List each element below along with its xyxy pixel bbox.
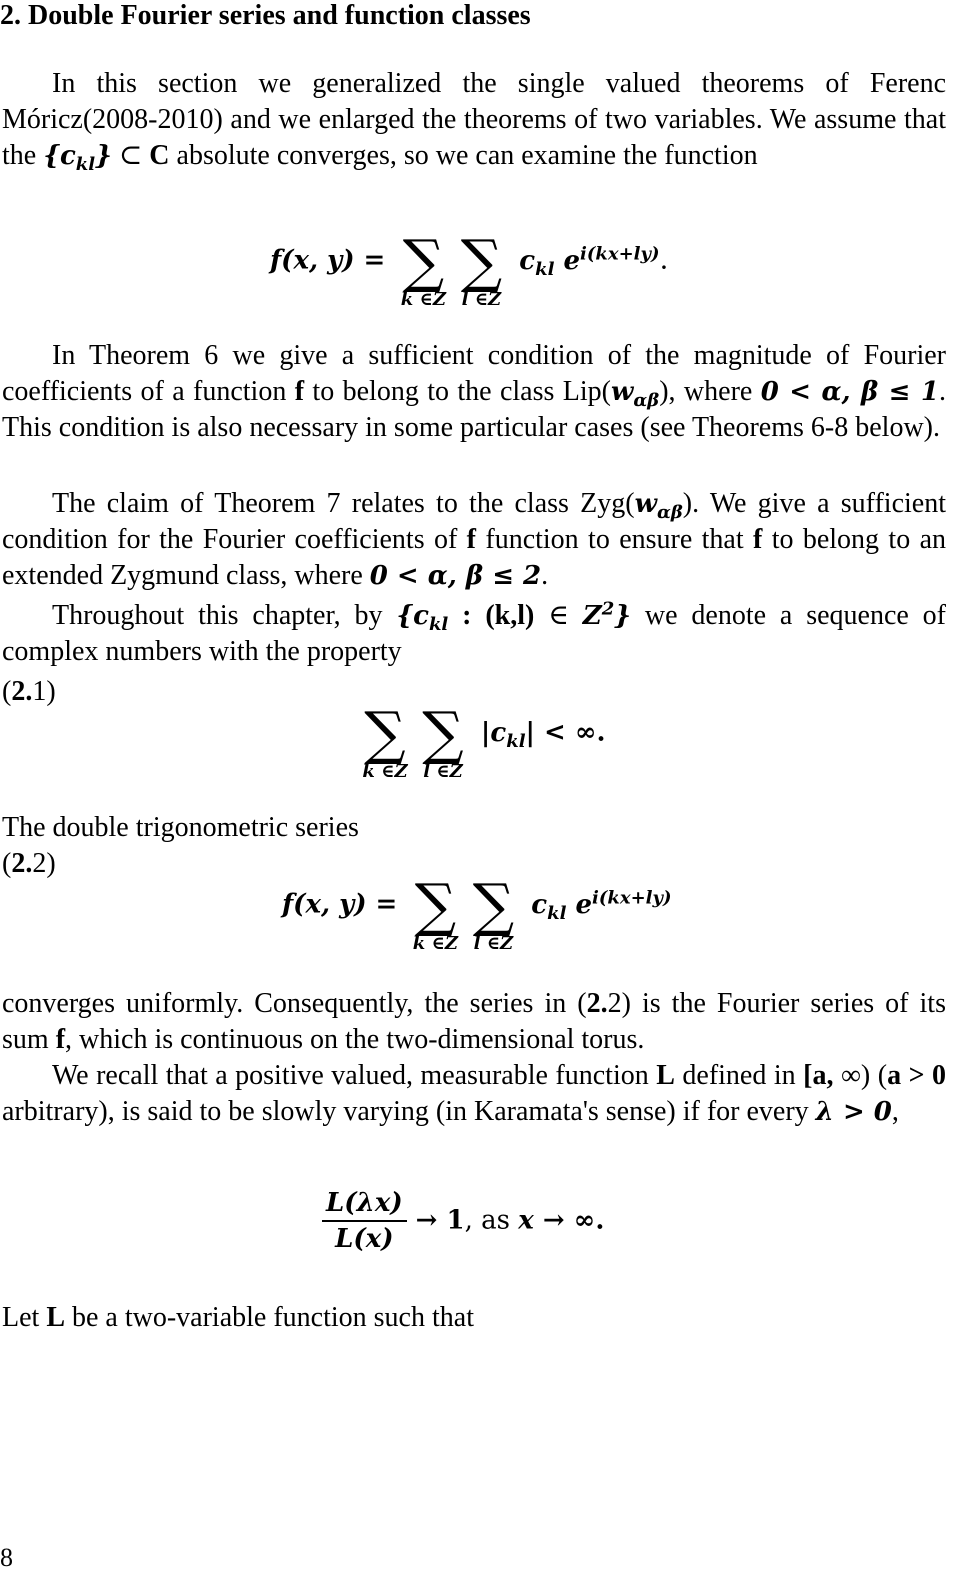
two-variable-text: Let L be a two-variable function such that [2,1302,474,1333]
page-number: 8 [0,1543,13,1572]
sequence-paragraph: Throughout this chapter, by {$c_{kl}$ : (k,l) ∈ $Z^2$} we denote a sequence of complex numbers with the property [2,598,946,667]
convergence-paragraph: converges uniformly. Consequently, the series in (2.2) is the Fourier series of its sum f, which is continuous on the two-dimensional torus. [2,988,946,1055]
equation-lhs: f(x, y) = [282,889,407,920]
a-condition: a > 0 [887,1060,947,1091]
less-than-infinity: < ∞. [535,717,606,748]
function-f: f [55,1024,66,1055]
slowly-varying-paragraph: We recall that a positive valued, measurable function L defined in [a, ∞) (a > 0 arbitrary), is said to be slowly varying (in Karamata's sense) if for every λ > 0, [2,1060,947,1127]
function-L: L [46,1302,65,1333]
complex-set-symbol: C [149,140,170,171]
weight-w: $w_{\alpha\beta}$ [634,489,683,524]
subset-symbol: ⊂ [111,140,150,171]
function-L: L [656,1060,675,1091]
weight-w: $w_{\alpha\beta}$ [611,377,660,412]
function-f: f [466,524,476,555]
sequence-set: {$c_{kl}$ [396,601,449,636]
function-f: f [294,376,305,407]
sum-k: ∑ k ∈Z [362,699,408,782]
trig-series-text: The double trigonometric series [2,812,359,843]
theorem6-paragraph: In Theorem 6 we give a sufficient condition of the magnitude of Fourier coefficients of a function f to belong to the class $Lip(w_{\alpha\beta})$, where 0 < α, β ≤ 1. This condition is also necessary in some particular cases (see Theorems 6-8 below). [2,340,947,443]
equation-label-2-1: (2.1) [2,676,56,707]
exponential: $e^{i(kx+ly)}$ [566,886,672,920]
z-squared: $Z^2$ [582,598,615,631]
equation-label-2-2: (2.2) [2,848,56,879]
intro-paragraph [2,66,946,174]
equation-trig-series [282,871,672,954]
coeff-set: $\{c_{kl}\}$ [43,141,112,176]
sum-l: ∑ l ∈Z [422,699,464,782]
coefficient: $c_{kl}$ [519,245,555,280]
interval: [a, [803,1060,841,1091]
theorem7-paragraph: The claim of Theorem 7 relates to the class $Zyg(w_{\alpha\beta})$. We give a sufficient condition for the Fourier coefficients of f function to ensure that f to belong to an extended Zygmund class, where 0 < α, β ≤ 2. [2,488,946,591]
equation-lhs: f(x, y) = [270,245,395,276]
coefficient: $c_{kl}$ [531,889,567,924]
lip-condition: 0 < α, β ≤ 1 [760,377,940,407]
ratio-fraction: $\frac{L(\lambda x)}{L(x)}$ [322,1186,407,1256]
sum-l: ∑ l ∈Z [460,227,503,310]
abs-coefficient: $|c_{kl}|$ [480,717,535,752]
equation-absolute-convergence [356,699,606,782]
equation-slowly-varying: $\frac{L(\lambda x)}{L(x)}$ → 1, as x → ∞. [322,1186,604,1256]
lambda-condition: λ > 0 [815,1097,892,1127]
equation-period: . [659,242,669,276]
sum-k: ∑ k ∈Z [412,871,458,954]
function-f: f [753,524,763,555]
equation-fourier-series [270,227,669,310]
zyg-condition: 0 < α, β ≤ 2 [369,561,542,591]
section-heading: 2. Double Fourier series and function classes [0,0,531,31]
sum-l: ∑ l ∈Z [472,871,515,954]
equation-ref: 2. [586,988,608,1019]
exponential: $e^{i(kx+ly)}$ [554,242,660,276]
sum-k: ∑ k ∈Z [400,227,446,310]
intro-text: In this section we generalized the single valued theorems of Ferenc Móricz(2008-2010) and we enlarged the theorems of two variables. We assume that the [2,68,946,171]
intro-text-end: absolute converges, so we can examine the function [169,140,758,171]
